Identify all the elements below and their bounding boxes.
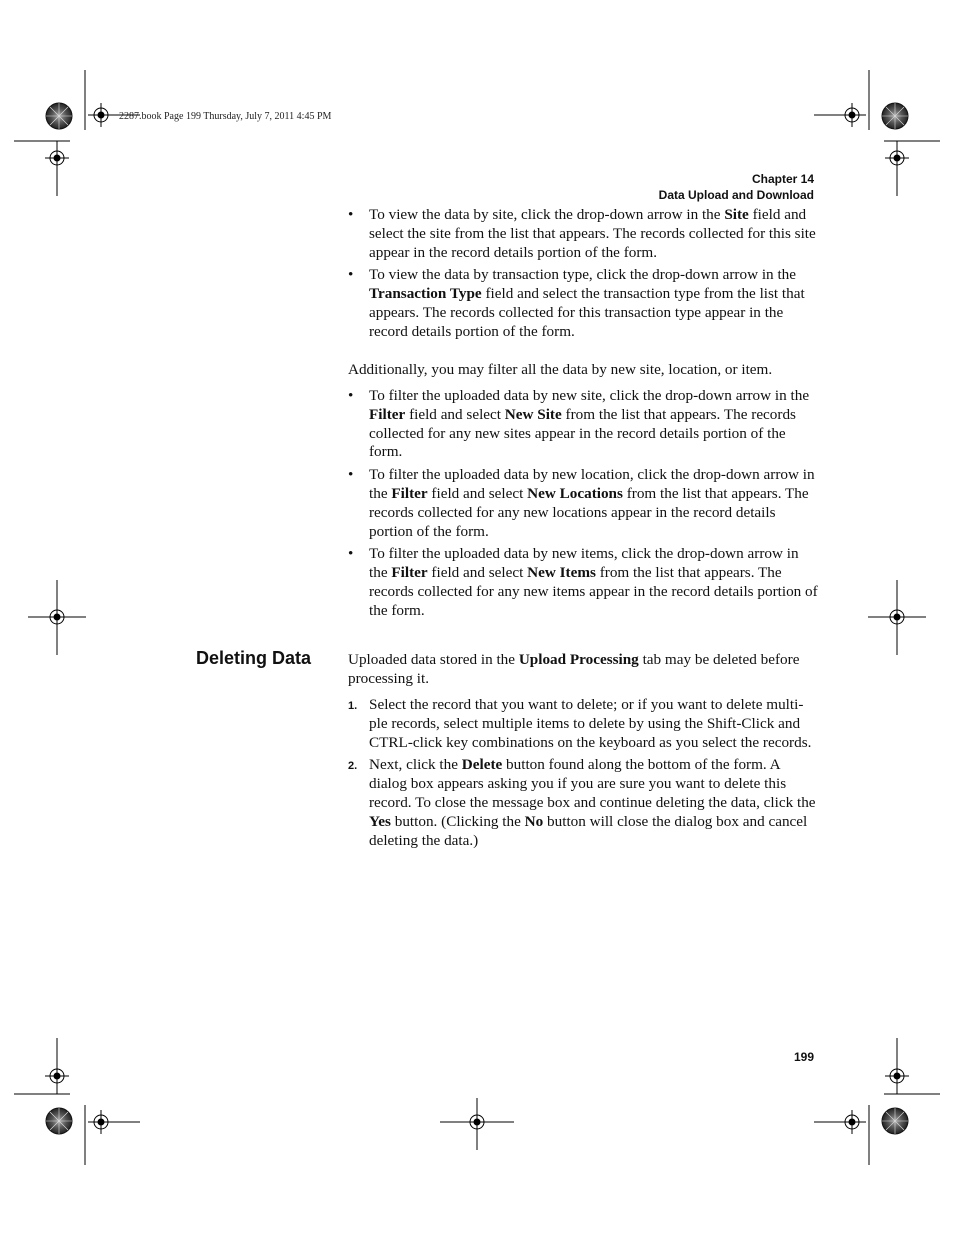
view-options-list <box>348 206 818 342</box>
list-item: • To view the data by site, click the drop-down arrow in the Site field and select the site from the list that appears. The records collected for this site appear in the record details portion of the form. <box>348 206 818 262</box>
list-item: 2. Next, click the Delete button found along the bottom of the form. A dialog box appears asking you if you are sure you want to delete this record. To close the message box and continue deleting the data, click the Yes button. (Clicking the No button will close the dialog box and cancel deleting the data.) <box>348 756 816 849</box>
section-intro: Uploaded data stored in the Upload Processing tab may be deleted before processing it. <box>348 651 800 687</box>
paragraph-additional: Additionally, you may filter all the data by new site, location, or item. <box>348 361 773 378</box>
running-head-chapter: Chapter 14 <box>751 172 814 186</box>
step-number: 1. <box>348 700 358 712</box>
print-slug: 2287.book Page 199 Thursday, July 7, 2011 4:45 PM <box>119 111 332 122</box>
page-number: 199 <box>793 1050 814 1064</box>
list-item: 1. Select the record that you want to delete; or if you want to delete multi-ple records, select multiple items to delete by using the Shift-Click and CTRL-click key combinations on the keyboard as you select the records. <box>348 696 812 751</box>
step-number: 2. <box>348 760 358 773</box>
section-heading: Deleting Data <box>196 648 312 668</box>
filter-options-list <box>348 387 818 621</box>
delete-steps-list <box>348 696 818 850</box>
list-item: • To filter the uploaded data by new site, click the drop-down arrow in the Filter field and select New Site from the list that appears. The records collected for any new sites appear in the record details portion of the form. <box>348 387 818 462</box>
list-item: • To view the data by transaction type, click the drop-down arrow in the Transaction Type field and select the transaction type from the list that appears. The records collected for this transaction type appear in the record details portion of the form. <box>348 266 818 341</box>
running-head-title: Data Upload and Download <box>658 188 814 202</box>
list-item: • To filter the uploaded data by new items, click the drop-down arrow in the Filter field and select New Items from the list that appears. The records collected for any new items appear in the record details portion of the form. <box>348 545 818 620</box>
list-item: • To filter the uploaded data by new location, click the drop-down arrow in the Filter field and select New Locations from the list that appears. The records collected for any new locations appear in the record details portion of the form. <box>348 466 818 541</box>
